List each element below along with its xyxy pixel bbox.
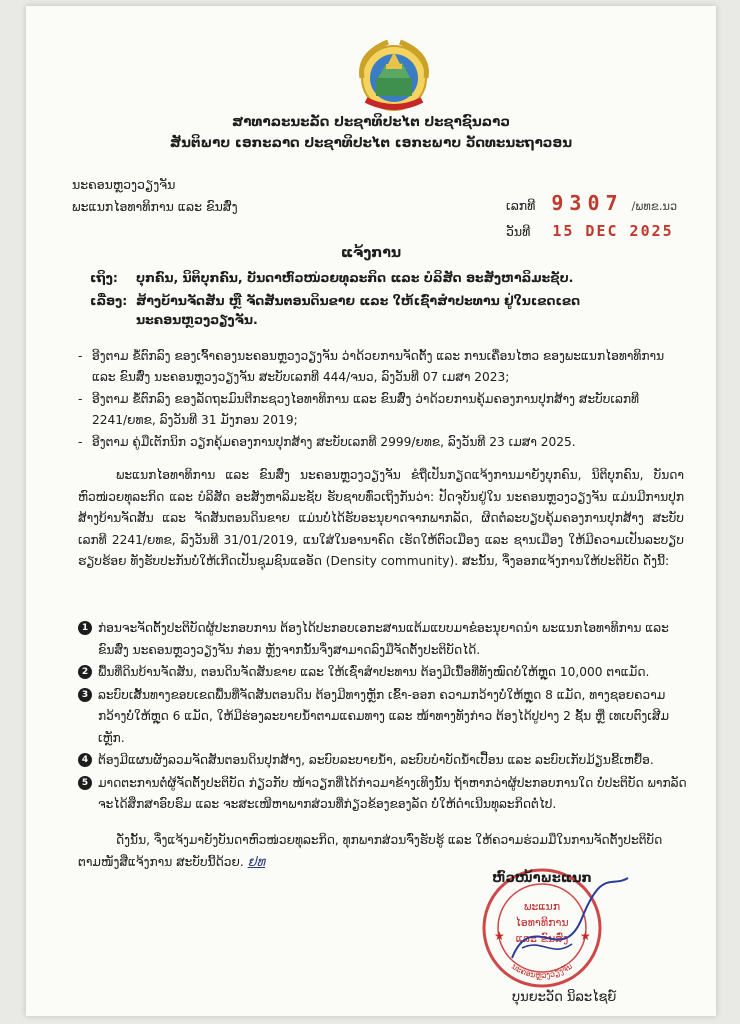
seal-line-1: ພະແນກ: [523, 900, 561, 913]
reference-date-line: [506, 222, 674, 240]
national-emblem-icon: [348, 34, 440, 114]
official-seal-icon: [452, 848, 634, 996]
legal-references: [78, 346, 678, 454]
instruction-text: ລະບົບເສັ້ນທາງຂອບເຂດພື້ນທີ່ຈັດສັນຕອນດິນ ຕ້ອງມີທາງຫຼັກ ເຂົ້າ-ອອກ ຄວາມກວ້າງບໍ່ໃຫ້ຫຼຸດ 8 ແມັດ, ທາງຊອຍຄວາມກວ້າງບໍ່ໃຫ້ຫຼຸດ 6 ແມັດ, ໃຫ້ມີຮ່ອງລະບາຍນ້ຳຕາມແຄມທາງ ແລະ ໜ້າທາງທັງກ່າວ ຕ້ອງໄດ້ປູປາງ 2 ຊັ້ນ ຫຼື ເທເບຕົງເສີມເຫຼັກ.: [98, 687, 670, 745]
document-title: ແຈ້ງການ: [340, 245, 402, 261]
reference-number-label: ເລກທີ: [506, 198, 536, 213]
legal-reference-item: - ອີງຕາມ ຂໍ້ຕົກລົງ ຂອງເຈົ້າຄອງນະຄອນຫຼວງວຽງຈັນ ວ່າດ້ວຍການຈັດຕັ້ງ ແລະ ການເຄື່ອນໄຫວ ຂອງພະແນກໄອທາທິການ ແລະ ຂົນສົ່ງ ນະຄອນຫຼວງວຽງຈັນ ສະບັບເລກທີ 444/ຈນວ, ລົງວັນທີ 07 ເມສາ 2023;: [78, 346, 678, 388]
instruction-text: ພື້ນທີ່ດິນບ້ານຈັດສັນ, ຕອນດິນຈັດສັນຂາຍ ແລະ ໃຫ້ເຊົ່າສຳປະທານ ຕ້ອງມີເນື້ອທີ່ທັງໝົດບໍ່ໃຫ້ຫຼຸດ 10,000 ຕາແມັດ.: [98, 665, 650, 679]
subject-about-text-2: ນະຄອນຫຼວງວຽງຈັນ.: [136, 312, 258, 327]
svg-text:★: ★: [494, 929, 505, 943]
instruction-list: [78, 618, 688, 817]
instruction-text: ຕ້ອງມີແຜນຜັງລວມຈັດສັນຕອນດິນປຸກສ້າງ, ລະບົບລະບາຍນ້ຳ, ລະບົບບຳບັດນ້ຳເປື້ອນ ແລະ ລະບົບເກັບມ້ຽນຂີ້ເຫຍື້ອ.: [98, 753, 654, 767]
instruction-item: [78, 685, 688, 750]
reference-date: 15 DEC 2025: [552, 222, 674, 240]
seal-line-2: ໄອທາທິການ: [515, 916, 569, 929]
instruction-text: ກ່ອນຈະຈັດຕັ້ງປະຕິບັດຜູ້ປະກອບການ ຕ້ອງໄດ້ປະກອບເອກະສານແຕ້ມແບບມາຂໍອະນຸຍາດນຳ ພະແນກໄອທາທິການ ແລະ ຂົນສົ່ງ ນະຄອນຫຼວງວຽງຈັນ ກ່ອນ ຫຼັງຈາກນັ້ນຈຶ່ງສາມາດລົງມືຈັດຕັ້ງປະຕິບັດໄດ້.: [98, 621, 669, 657]
instruction-text: ມາດຕະການຕໍ່ຜູ້ຈັດຕັ້ງປະຕິບັດ ກ່ຽວກັບ ໜ້າວຽກທີ່ໄດ້ກ່າວມາຂ້າງເທິງນັ້ນ ຖ້າຫາກວ່າຜູ້ປະກອບການໃດ ບໍ່ປະຕິບັດ ພາກລັດ ຈະໄດ້ສຶກສາອົບຮົມ ແລະ ຈະສະເໜີຫາພາກສ່ວນທີ່ກ່ຽວຂ້ອງຂອງລັດ ບໍ່ໃຫ້ດຳເນີນທຸລະກິດຕໍ່ໄປ.: [98, 775, 687, 811]
motto-header: ສັນຕິພາບ ເອກະລາດ ປະຊາທິປະໄຕ ເອກະພາບ ວັດທະນະຖາວອນ: [169, 135, 573, 151]
document-page: [26, 6, 716, 1016]
reference-number: 9307: [551, 191, 624, 215]
subject-to: [90, 268, 670, 287]
seal-title: ຫົວໜ້າພະແນກ: [492, 871, 592, 886]
seal-line-3: ແລະ ຂົນສົ່ງ: [515, 932, 569, 945]
item-number-badge: 1: [78, 621, 92, 635]
legal-reference-item: - ອີງຕາມ ຂໍ້ຕົກລົງ ຂອງລັດຖະມົນຕີກະຊວງໄອທາທິການ ແລະ ຂົນສົ່ງ ວ່າດ້ວຍການຄຸ້ມຄອງການປຸກສ້າງ ສະບັບເລກທີ 2241/ຍທຂ, ລົງວັນທີ 31 ມັງກອນ 2019;: [78, 389, 678, 431]
instruction-item: [78, 618, 688, 661]
reference-number-suffix: /ພທຂ.ນວ: [631, 199, 678, 213]
closing-text: ດັ່ງນັ້ນ, ຈຶ່ງແຈ້ງມາຍັງບັນດາຫົວໜ່ວຍທຸລະກິດ, ທຸກພາກສ່ວນຈົ່ງຮັບຮູ້ ແລະ ໃຫ້ຄວາມຮ່ວມມືໃນການຈັດຕັ້ງປະຕິບັດຕາມໜັງສືແຈ້ງການ ສະບັບນີ້ດ້ວຍ.: [78, 833, 663, 869]
reference-date-label: ວັນທີ: [506, 224, 531, 239]
item-number-badge: 4: [78, 753, 92, 767]
item-number-badge: 3: [78, 688, 92, 702]
subject-to-text: ບຸກຄົນ, ນິຕິບຸກຄົນ, ບັນດາຫົວໜ່ວຍທຸລະກິດ ແລະ ບໍລິສັດ ອະສັງຫາລິມະຊັບ.: [136, 270, 574, 285]
item-number-badge: 5: [78, 776, 92, 790]
svg-text:★: ★: [580, 929, 591, 943]
reference-number-line: [506, 191, 677, 215]
legal-reference-item: - ອີງຕາມ ຄູ່ມືເຕັກນິກ ວຽກຄຸ້ມຄອງການປຸກສ້າງ ສະບັບເລກທີ 2999/ຍທຂ, ລົງວັນທີ 23 ເມສາ 2025.: [78, 432, 678, 453]
svg-text:ນະຄອນຫຼວງວຽງຈັນ: [510, 962, 574, 981]
subject-about-label: ເລື່ອງ:: [90, 293, 128, 308]
issuer-city: ນະຄອນຫຼວງວຽງຈັນ: [72, 177, 176, 192]
instruction-item: [78, 662, 688, 684]
instruction-item: [78, 750, 688, 772]
subject-about-text: ສ້າງບ້ານຈັດສັນ ຫຼື ຈັດສັນຕອນດິນຂາຍ ແລະ ໃຫ້ເຊົ່າສຳປະທານ ຢູ່ໃນເຂດເຂດ: [136, 293, 581, 308]
initials-signature: ຢທ: [247, 854, 266, 870]
item-number-badge: 2: [78, 665, 92, 679]
subject-to-label: ເຖິງ:: [90, 270, 118, 285]
instruction-item: [78, 773, 688, 816]
body-paragraph: ພະແນກໄອທາທິການ ແລະ ຂົນສົ່ງ ນະຄອນຫຼວງວຽງຈັນ ຂໍຖືເປັນກຽດແຈ້ງການມາຍັງບຸກຄົນ, ນິຕິບຸກຄົນ, ບັນດາຫົວໜ່ວຍທຸລະກິດ ແລະ ບໍລິສັດ ອະສັງຫາລິມະຊັບ ຮັບຊາບທົ່ວເຖິງກັນວ່າ: ປັດຈຸບັນຢູ່ໃນ ນະຄອນຫຼວງວຽງຈັນ ແມ່ນມີການປຸກສ້າງບ້ານຈັດສັນ ແລະ ຈັດສັນຕອນດິນຂາຍ ແມ່ນບໍ່ໄດ້ຮັບອະນຸຍາດຈາກພາກລັດ, ຜິດຕໍ່ລະບຽບຄຸ້ມຄອງການປຸກສ້າງ ສະບັບເລກທີ 2241/ຍທຂ, ລົງວັນທີ 31/01/2019, ແນໃສ່ໃນອານາຄົດ ເຮັດໃຫ້ຕົວເມືອງ ແລະ ຊານເມືອງ ໃຫ້ມີຄວາມເປັນລະບຽບຮຽບຮ້ອຍ ທັງຮັບປະກັນບໍ່ໃຫ້ເກີດເປັນຊຸມຊົນແອອັດ (Density community). ສະນັ້ນ, ຈຶ່ງອອກແຈ້ງການໃຫ້ປະຕິບັດ ດັ່ງນີ້:: [78, 468, 684, 568]
issuer-department: ພະແນກໄອທາທິການ ແລະ ຂົນສົ່ງ: [72, 199, 238, 214]
seal-ring-text: ນະຄອນຫຼວງວຽງຈັນ: [510, 961, 574, 981]
subject-about: [90, 291, 670, 329]
signatory-name: ບຸນຍະວັດ ນິລະໄຊຍ໌: [512, 990, 617, 1005]
republic-header: ສາທາລະນະລັດ ປະຊາທິປະໄຕ ປະຊາຊົນລາວ: [232, 114, 510, 130]
